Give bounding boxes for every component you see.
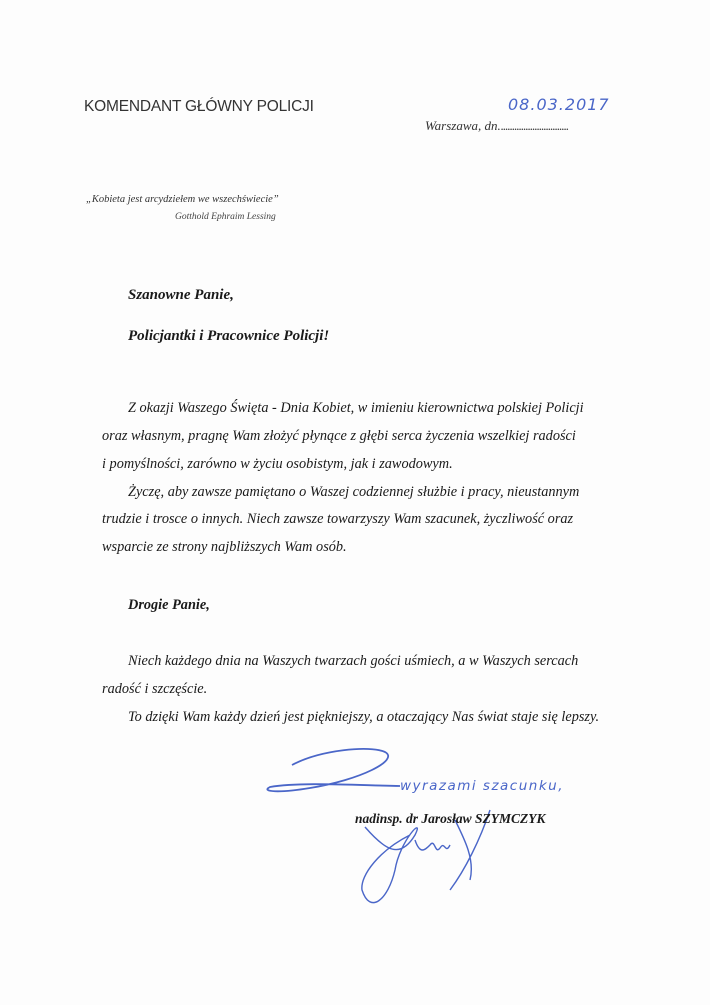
handwritten-date: 08.03.2017: [508, 95, 610, 114]
paragraph-2-line: Życzę, aby zawsze pamiętano o Waszej codziennej służbie i pracy, nieustannym: [128, 484, 580, 500]
paragraph-1-line: i pomyślności, zarówno w życiu osobistym, jak i zawodowym.: [102, 456, 453, 472]
greeting-2: Drogie Panie,: [128, 597, 210, 613]
paragraph-1-line: oraz własnym, pragnę Wam złożyć płynące z głębi serca życzenia wszelkiej radości: [102, 428, 576, 444]
epigraph-author: Gotthold Ephraim Lessing: [175, 212, 276, 222]
place-label: Warszawa, dn.: [425, 118, 501, 133]
paragraph-1-line: Z okazji Waszego Święta - Dnia Kobiet, w imieniu kierownictwa polskiej Policji: [128, 400, 584, 416]
signer-name: nadinsp. dr Jarosław SZYMCZYK: [355, 811, 546, 826]
paragraph-3-line: Niech każdego dnia na Waszych twarzach gości uśmiech, a w Waszych sercach: [128, 653, 579, 669]
date-line: [425, 118, 568, 133]
paragraph-2-line: trudzie i trosce o innych. Niech zawsze towarzyszy Wam szacunek, życzliwość oraz: [102, 511, 574, 527]
paragraph-3-line: radość i szczęście.: [102, 681, 208, 697]
handwritten-closing: wyrazami szacunku,: [400, 778, 564, 794]
salutation-line-2: Policjantki i Pracownice Policji!: [128, 328, 330, 344]
handwritten-z-flourish: [250, 740, 650, 940]
institution-header: KOMENDANT GŁÓWNY POLICJI: [84, 98, 314, 115]
date-dots: ..............................: [500, 118, 569, 133]
paragraph-2-line: wsparcie ze strony najbliższych Wam osób.: [102, 539, 347, 555]
epigraph-quote: „Kobieta jest arcydziełem we wszechświecie”: [86, 194, 279, 205]
salutation-line-1: Szanowne Panie,: [128, 287, 234, 303]
paragraph-4: To dzięki Wam każdy dzień jest piękniejszy, a otaczający Nas świat staje się lepszy.: [128, 709, 600, 725]
